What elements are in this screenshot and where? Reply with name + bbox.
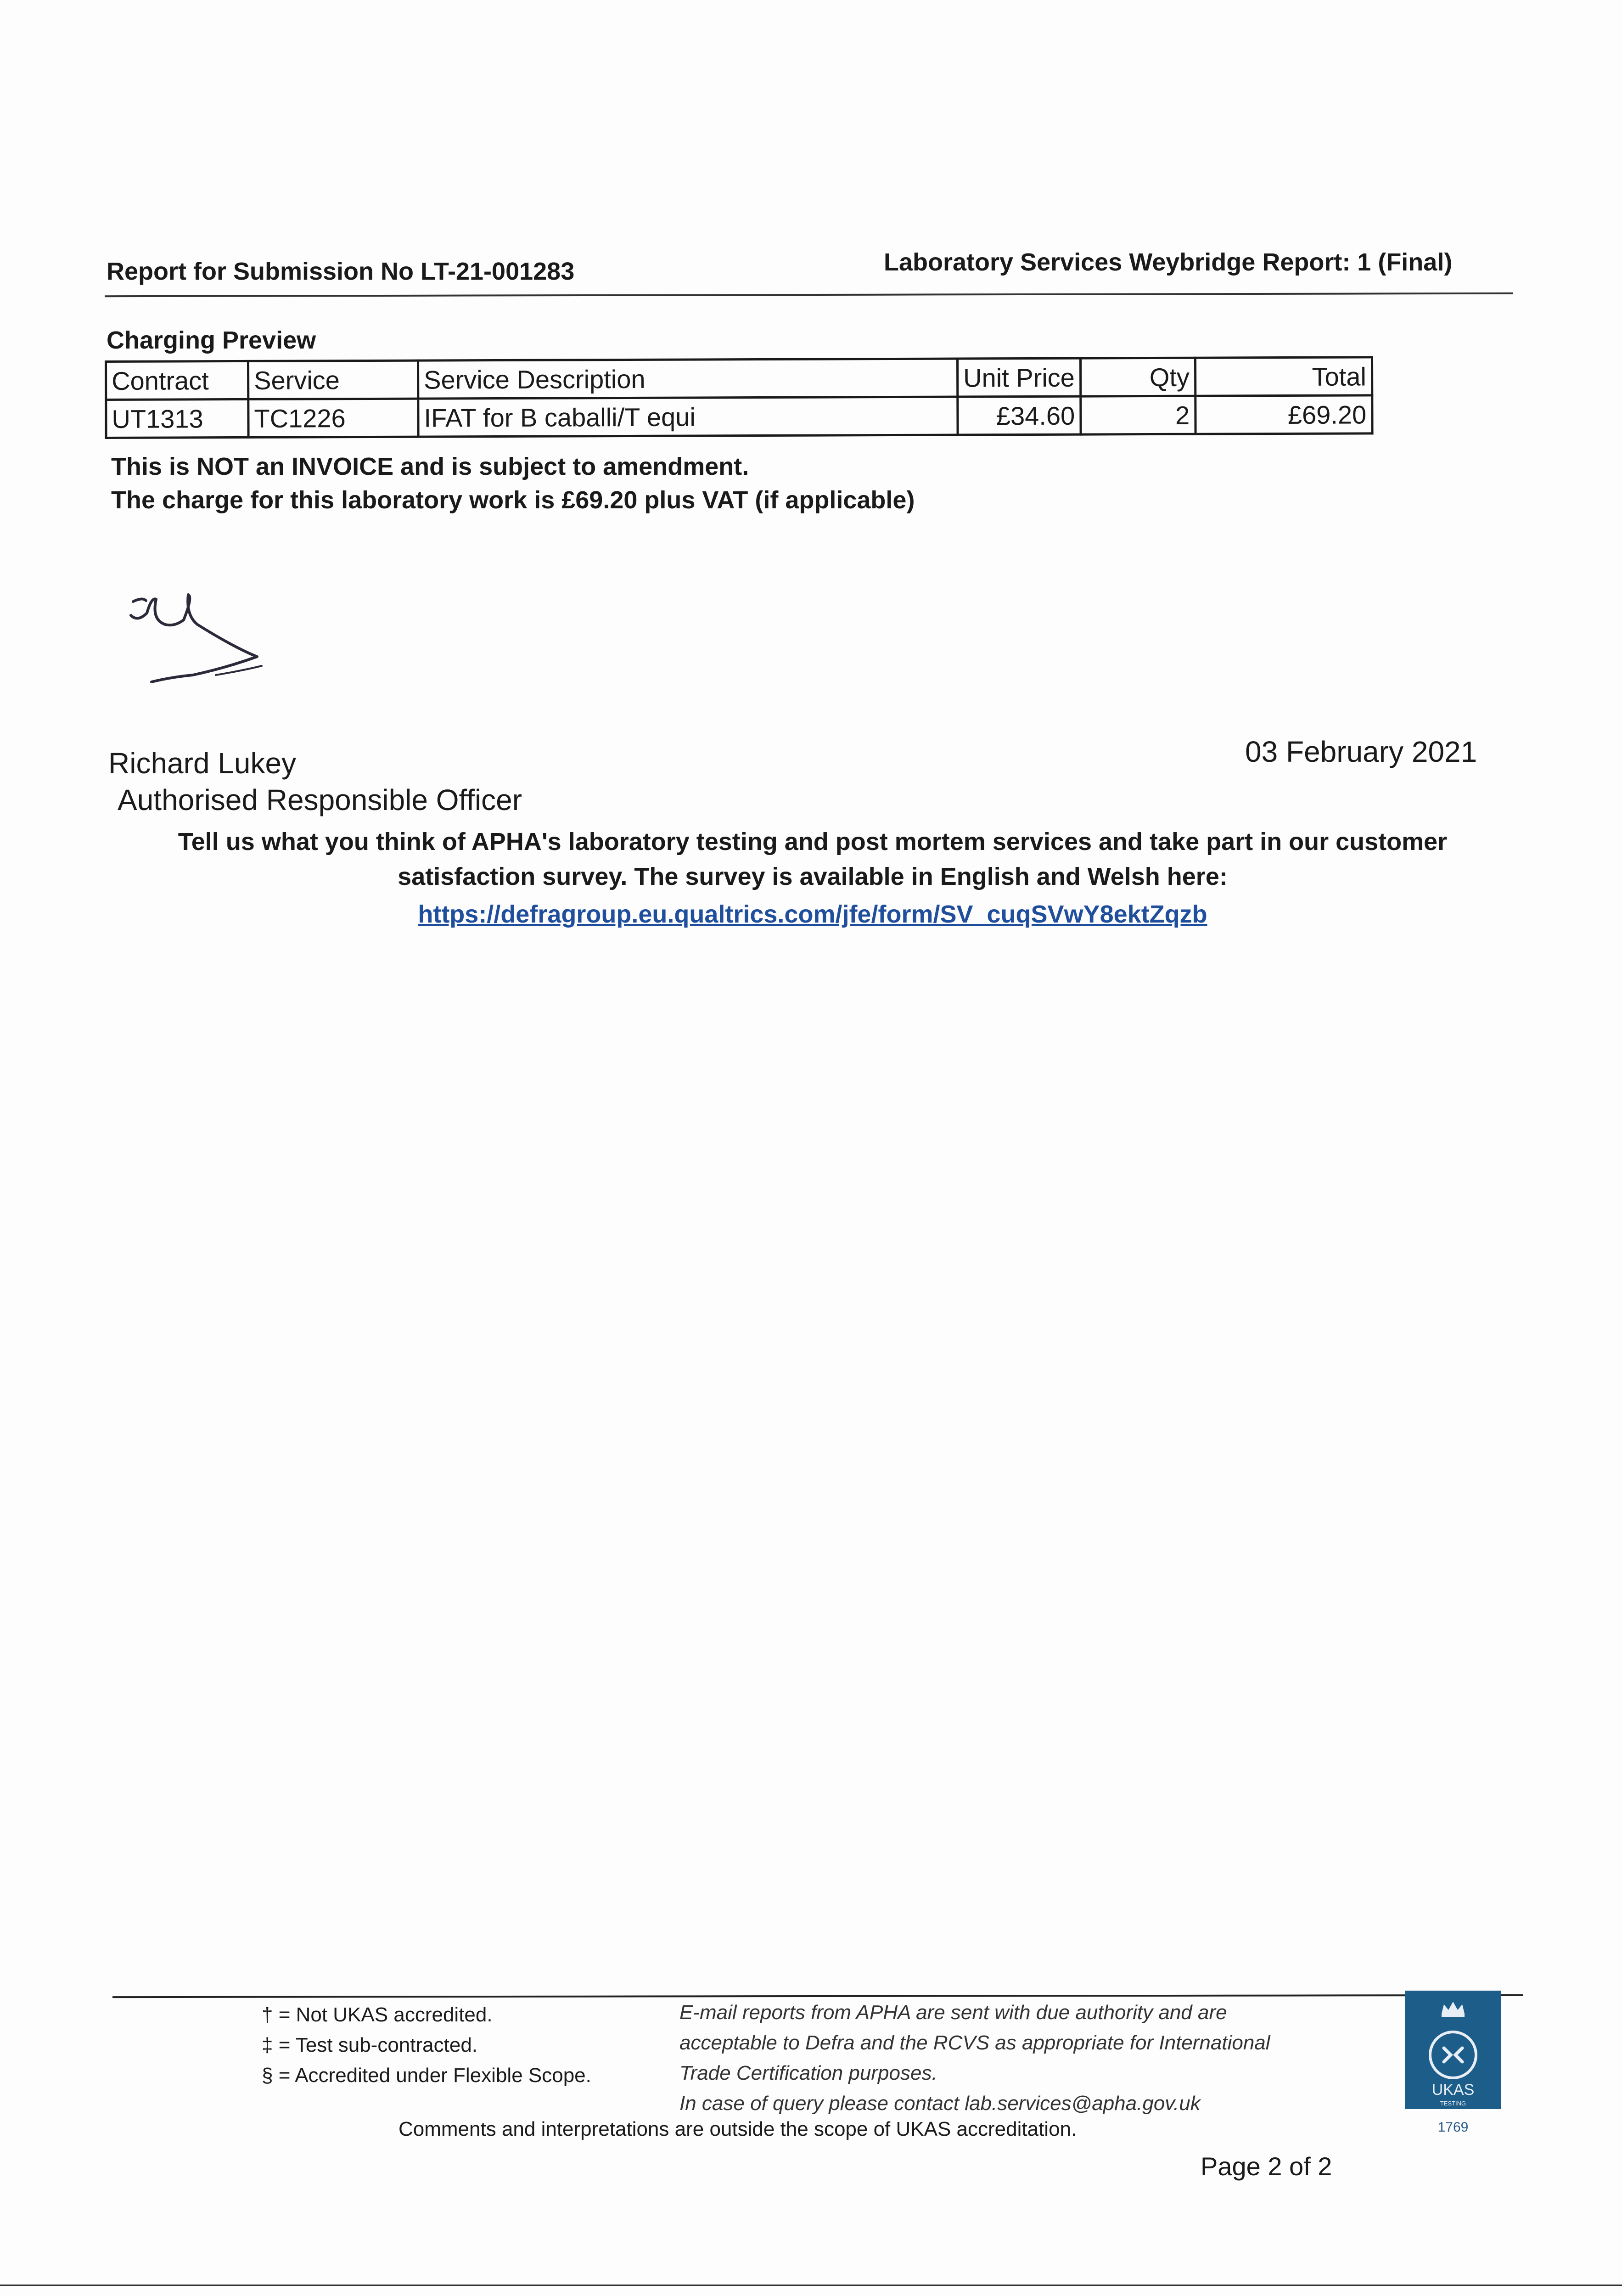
handwritten-signature [124,588,363,748]
officer-title: Authorised Responsible Officer [118,783,522,816]
cell-qty: 2 [1081,396,1195,434]
bottom-edge-rule [0,2285,1622,2286]
charge-notice: The charge for this laboratory work is £69.20 plus VAT (if applicable) [111,486,915,514]
col-header-unit-price: Unit Price [957,358,1080,397]
table-header-row [106,357,1372,400]
charging-preview-title: Charging Preview [107,326,316,354]
cell-description: IFAT for B caballi/T equi [418,397,958,437]
signature-date: 03 February 2021 [1245,735,1477,768]
col-header-contract: Contract [106,361,248,400]
disclaimer-line: Trade Certification purposes. [679,2062,937,2084]
report-lab-header: Laboratory Services Weybridge Report: 1 (Final) [884,248,1453,276]
survey-link[interactable]: https://defragroup.eu.qualtrics.com/jfe/form/SV_cuqSVwY8ektZqzb [418,900,1207,928]
legend-sub-contracted: ‡ = Test sub-contracted. [262,2034,478,2056]
cell-total: £69.20 [1195,395,1372,434]
col-header-description: Service Description [418,359,958,399]
legend-not-accredited: † = Not UKAS accredited. [262,2003,493,2026]
cell-contract: UT1313 [106,399,248,438]
header-rule [105,293,1513,297]
officer-name: Richard Lukey [108,747,297,780]
disclaimer-line: acceptable to Defra and the RCVS as appropriate for International [679,2032,1270,2054]
disclaimer-contact: In case of query please contact lab.services@apha.gov.uk [679,2092,1201,2115]
cell-service: TC1226 [248,399,418,437]
col-header-qty: Qty [1080,358,1195,396]
col-header-total: Total [1195,357,1372,396]
ukas-logo-text: UKAS [1431,2081,1475,2099]
survey-invitation: Tell us what you think of APHA's laboratory testing and post mortem services and take part in our customer satisfaction survey. The survey is available in English and Welsh here: [178,828,1448,890]
report-submission-header: Report for Submission No LT-21-001283 [107,258,575,285]
charging-table [105,356,1373,439]
cell-unit-price: £34.60 [958,396,1081,435]
col-header-service: Service [248,360,418,399]
ukas-accreditation-number: 1769 [1437,2120,1469,2135]
ukas-scope-note: Comments and interpretations are outside the scope of UKAS accreditation. [398,2118,1077,2140]
legend-flexible-scope: § = Accredited under Flexible Scope. [262,2064,591,2087]
page-number: Page 2 of 2 [1201,2152,1332,2181]
disclaimer-line: E-mail reports from APHA are sent with due authority and are [679,2001,1227,2024]
accreditation-legend [262,2000,591,2091]
email-disclaimer [679,1998,1270,2119]
table-row [106,395,1372,438]
ukas-logo [1405,1991,1501,2109]
ukas-logo-subtext: TESTING [1440,2100,1466,2107]
not-invoice-notice: This is NOT an INVOICE and is subject to amendment. [111,453,749,480]
